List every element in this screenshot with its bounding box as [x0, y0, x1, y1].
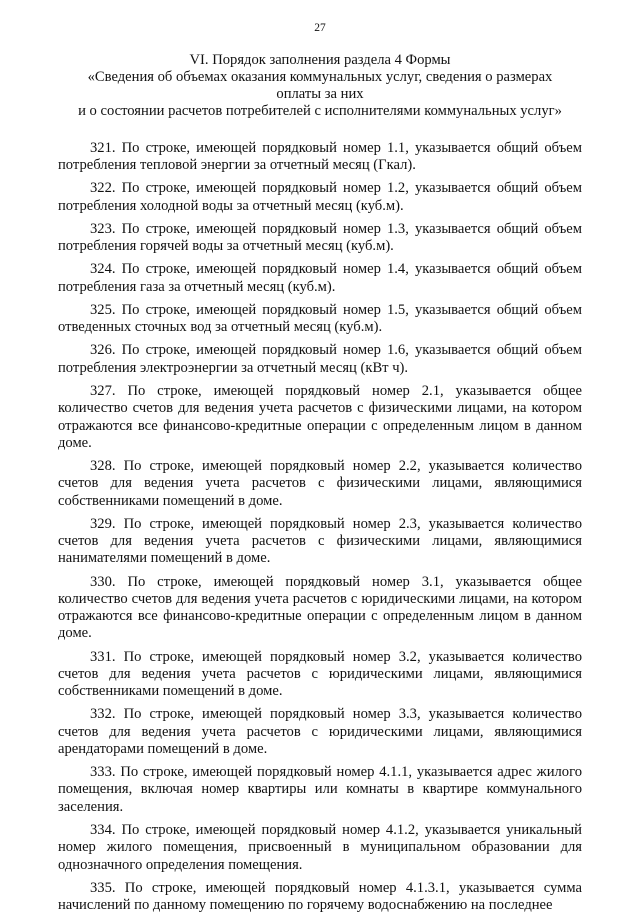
heading-line-2: «Сведения об объемах оказания коммунальных услуг, сведения о размерах	[87, 69, 553, 85]
document-body	[58, 140, 582, 914]
paragraph-331: 331. По строке, имеющей порядковый номер 3.2, указывается количество счетов для ведения учета расчетов с юридическими лицами, являющимися собственниками помещений в доме.	[58, 648, 582, 700]
page-number: 27	[314, 22, 326, 34]
paragraph-325: 325. По строке, имеющей порядковый номер 1.5, указывается общий объем отведенных сточных вод за отчетный месяц (куб.м).	[58, 301, 582, 336]
paragraph-333: 333. По строке, имеющей порядковый номер 4.1.1, указывается адрес жилого помещения, включая номер квартиры или комнаты в квартире коммунального заселения.	[58, 764, 582, 815]
heading-line-1: VI. Порядок заполнения раздела 4 Формы	[189, 52, 451, 68]
paragraph-329: 329. По строке, имеющей порядковый номер 2.3, указывается количество счетов для ведения учета расчетов с физическими лицами, являющимися нанимателями помещений в доме.	[58, 515, 582, 567]
paragraph-328: 328. По строке, имеющей порядковый номер 2.2, указывается количество счетов для ведения учета расчетов с физическими лицами, являющимися собственниками помещений в доме.	[58, 457, 582, 509]
heading-line-3: оплаты за них	[276, 86, 364, 102]
paragraph-324: 324. По строке, имеющей порядковый номер 1.4, указывается общий объем потребления газа за отчетный месяц (куб.м).	[58, 261, 582, 295]
paragraph-322: 322. По строке, имеющей порядковый номер 1.2, указывается общий объем потребления холодной воды за отчетный месяц (куб.м).	[58, 180, 582, 214]
paragraph-334: 334. По строке, имеющей порядковый номер 4.1.2, указывается уникальный номер жилого помещения, присвоенный в муниципальном образовании для однозначного определения помещения.	[58, 821, 582, 873]
paragraph-332: 332. По строке, имеющей порядковый номер 3.3, указывается количество счетов для ведения учета расчетов с юридическими лицами, являющимися арендаторами помещений в доме.	[58, 706, 582, 757]
paragraph-323: 323. По строке, имеющей порядковый номер 1.3, указывается общий объем потребления горячей воды за отчетный месяц (куб.м).	[58, 220, 582, 255]
paragraph-330: 330. По строке, имеющей порядковый номер 3.1, указывается общее количество счетов для ведения учета расчетов с юридическими лицами, на котором отражаются все финансово-кредитные операции с определенным лицом в данном доме.	[58, 573, 582, 642]
section-heading	[58, 52, 582, 120]
paragraph-321: 321. По строке, имеющей порядковый номер 1.1, указывается общий объем потребления тепловой энергии за отчетный месяц (Гкал).	[58, 140, 582, 174]
paragraph-335: 335. По строке, имеющей порядковый номер 4.1.3.1, указывается сумма начислений по данному помещению по горячему водоснабжению на последнее	[58, 879, 582, 914]
paragraph-326: 326. По строке, имеющей порядковый номер 1.6, указывается общий объем потребления электроэнергии за отчетный месяц (кВт ч).	[58, 342, 582, 376]
heading-line-4: и о состоянии расчетов потребителей с исполнителями коммунальных услуг»	[78, 103, 562, 119]
paragraph-327: 327. По строке, имеющей порядковый номер 2.1, указывается общее количество счетов для ведения учета расчетов с физическими лицами, на котором отражаются все финансово-кредитные операции с определенным лицом в данном доме.	[58, 382, 582, 451]
